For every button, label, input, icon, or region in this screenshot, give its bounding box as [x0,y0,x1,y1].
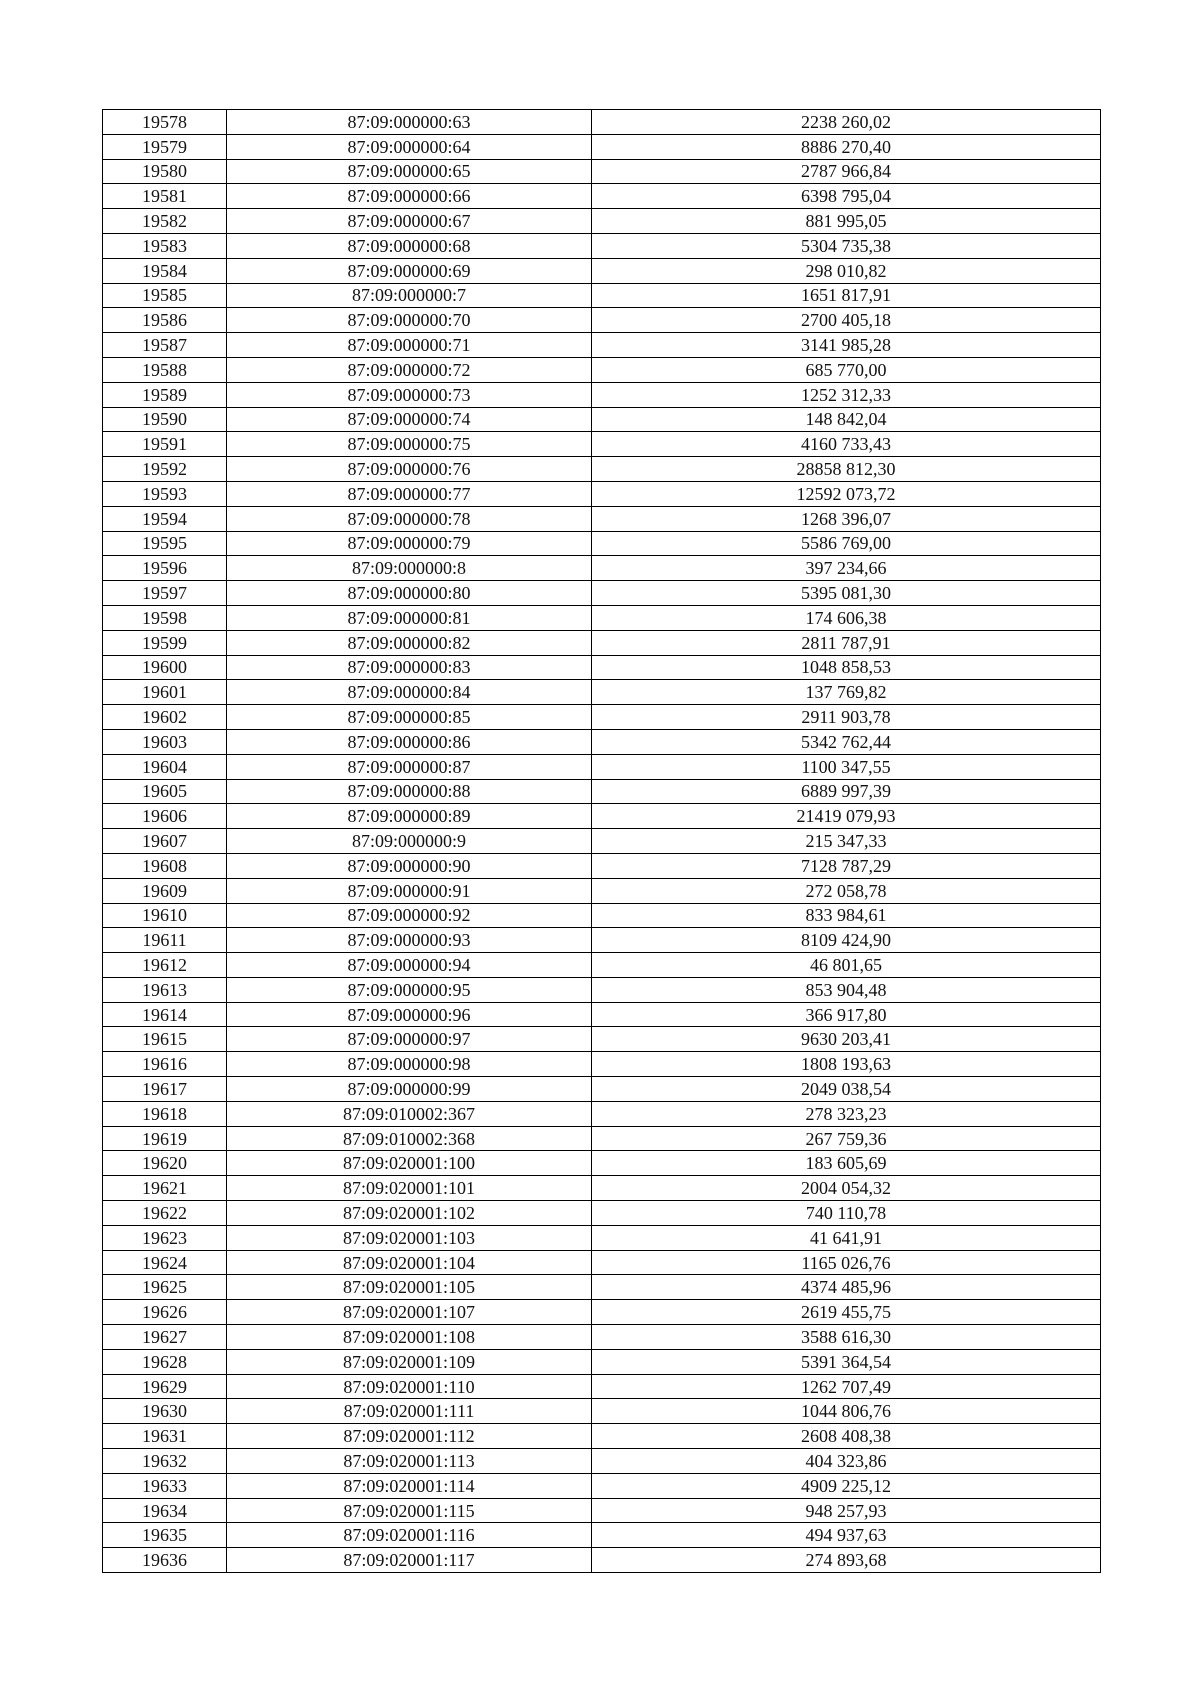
row-number-cell: 19631 [103,1424,227,1449]
value-cell: 2004 054,32 [592,1176,1101,1201]
table-row [103,1126,1101,1151]
value-cell: 12592 073,72 [592,481,1101,506]
table-row [103,1027,1101,1052]
table-row [103,1399,1101,1424]
table-row [103,432,1101,457]
value-cell: 41 641,91 [592,1225,1101,1250]
table-body [103,110,1101,1573]
row-number-cell: 19622 [103,1201,227,1226]
cadastral-number-cell: 87:09:000000:97 [227,1027,592,1052]
value-cell: 6889 997,39 [592,779,1101,804]
value-cell: 148 842,04 [592,407,1101,432]
table-row [103,1225,1101,1250]
cadastral-number-cell: 87:09:000000:94 [227,953,592,978]
table-row [103,1002,1101,1027]
value-cell: 2911 903,78 [592,705,1101,730]
cadastral-number-cell: 87:09:000000:86 [227,729,592,754]
cadastral-number-cell: 87:09:010002:367 [227,1101,592,1126]
value-cell: 1252 312,33 [592,382,1101,407]
row-number-cell: 19591 [103,432,227,457]
cadastral-number-cell: 87:09:000000:69 [227,258,592,283]
row-number-cell: 19594 [103,506,227,531]
row-number-cell: 19596 [103,556,227,581]
cadastral-number-cell: 87:09:000000:71 [227,333,592,358]
cadastral-number-cell: 87:09:000000:74 [227,407,592,432]
table-row [103,1077,1101,1102]
row-number-cell: 19616 [103,1052,227,1077]
value-cell: 740 110,78 [592,1201,1101,1226]
row-number-cell: 19611 [103,928,227,953]
cadastral-number-cell: 87:09:000000:80 [227,581,592,606]
value-cell: 2700 405,18 [592,308,1101,333]
row-number-cell: 19617 [103,1077,227,1102]
cadastral-number-cell: 87:09:000000:81 [227,605,592,630]
row-number-cell: 19619 [103,1126,227,1151]
cadastral-number-cell: 87:09:020001:109 [227,1349,592,1374]
value-cell: 4909 225,12 [592,1473,1101,1498]
value-cell: 298 010,82 [592,258,1101,283]
row-number-cell: 19582 [103,209,227,234]
cadastral-number-cell: 87:09:020001:102 [227,1201,592,1226]
row-number-cell: 19595 [103,531,227,556]
cadastral-number-cell: 87:09:020001:100 [227,1151,592,1176]
row-number-cell: 19603 [103,729,227,754]
row-number-cell: 19605 [103,779,227,804]
row-number-cell: 19625 [103,1275,227,1300]
value-cell: 1262 707,49 [592,1374,1101,1399]
row-number-cell: 19635 [103,1523,227,1548]
cadastral-number-cell: 87:09:010002:368 [227,1126,592,1151]
value-cell: 3588 616,30 [592,1325,1101,1350]
table-row [103,878,1101,903]
value-cell: 183 605,69 [592,1151,1101,1176]
value-cell: 7128 787,29 [592,853,1101,878]
table-row [103,159,1101,184]
cadastral-number-cell: 87:09:000000:87 [227,754,592,779]
table-row [103,506,1101,531]
cadastral-number-cell: 87:09:000000:7 [227,283,592,308]
cadastral-number-cell: 87:09:000000:65 [227,159,592,184]
cadastral-number-cell: 87:09:020001:101 [227,1176,592,1201]
cadastral-number-cell: 87:09:000000:79 [227,531,592,556]
value-cell: 2049 038,54 [592,1077,1101,1102]
row-number-cell: 19634 [103,1498,227,1523]
row-number-cell: 19604 [103,754,227,779]
value-cell: 685 770,00 [592,357,1101,382]
cadastral-number-cell: 87:09:000000:89 [227,804,592,829]
table-row [103,630,1101,655]
cadastral-number-cell: 87:09:000000:78 [227,506,592,531]
cadastral-number-cell: 87:09:020001:105 [227,1275,592,1300]
value-cell: 5304 735,38 [592,233,1101,258]
row-number-cell: 19584 [103,258,227,283]
table-row [103,953,1101,978]
row-number-cell: 19597 [103,581,227,606]
table-row [103,1250,1101,1275]
table-row [103,333,1101,358]
cadastral-number-cell: 87:09:000000:95 [227,977,592,1002]
row-number-cell: 19628 [103,1349,227,1374]
row-number-cell: 19592 [103,457,227,482]
cadastral-number-cell: 87:09:000000:70 [227,308,592,333]
value-cell: 215 347,33 [592,829,1101,854]
cadastral-number-cell: 87:09:000000:76 [227,457,592,482]
cadastral-number-cell: 87:09:000000:83 [227,655,592,680]
value-cell: 853 904,48 [592,977,1101,1002]
table-row [103,1473,1101,1498]
value-cell: 2608 408,38 [592,1424,1101,1449]
value-cell: 2238 260,02 [592,110,1101,135]
cadastral-number-cell: 87:09:020001:103 [227,1225,592,1250]
row-number-cell: 19586 [103,308,227,333]
table-row [103,1548,1101,1573]
value-cell: 267 759,36 [592,1126,1101,1151]
table-row [103,457,1101,482]
value-cell: 9630 203,41 [592,1027,1101,1052]
value-cell: 3141 985,28 [592,333,1101,358]
table-row [103,308,1101,333]
table-row [103,729,1101,754]
row-number-cell: 19612 [103,953,227,978]
cadastral-number-cell: 87:09:020001:115 [227,1498,592,1523]
value-cell: 1268 396,07 [592,506,1101,531]
table-row [103,209,1101,234]
cadastral-number-cell: 87:09:000000:82 [227,630,592,655]
cadastral-number-cell: 87:09:020001:112 [227,1424,592,1449]
row-number-cell: 19579 [103,134,227,159]
cadastral-number-cell: 87:09:020001:110 [227,1374,592,1399]
table-row [103,556,1101,581]
cadastral-number-cell: 87:09:000000:8 [227,556,592,581]
row-number-cell: 19614 [103,1002,227,1027]
value-cell: 5342 762,44 [592,729,1101,754]
table-row [103,705,1101,730]
row-number-cell: 19585 [103,283,227,308]
cadastral-number-cell: 87:09:000000:73 [227,382,592,407]
value-cell: 8109 424,90 [592,928,1101,953]
table-row [103,655,1101,680]
row-number-cell: 19618 [103,1101,227,1126]
table-row [103,1424,1101,1449]
row-number-cell: 19615 [103,1027,227,1052]
value-cell: 2787 966,84 [592,159,1101,184]
cadastral-number-cell: 87:09:000000:99 [227,1077,592,1102]
value-cell: 4160 733,43 [592,432,1101,457]
value-cell: 21419 079,93 [592,804,1101,829]
row-number-cell: 19608 [103,853,227,878]
table-row [103,1523,1101,1548]
cadastral-number-cell: 87:09:020001:104 [227,1250,592,1275]
cadastral-number-cell: 87:09:000000:91 [227,878,592,903]
value-cell: 1044 806,76 [592,1399,1101,1424]
value-cell: 1651 817,91 [592,283,1101,308]
value-cell: 397 234,66 [592,556,1101,581]
cadastral-value-table [102,109,1101,1573]
cadastral-number-cell: 87:09:020001:114 [227,1473,592,1498]
cadastral-number-cell: 87:09:020001:108 [227,1325,592,1350]
row-number-cell: 19598 [103,605,227,630]
cadastral-number-cell: 87:09:020001:117 [227,1548,592,1573]
table-row [103,258,1101,283]
value-cell: 5586 769,00 [592,531,1101,556]
row-number-cell: 19609 [103,878,227,903]
value-cell: 278 323,23 [592,1101,1101,1126]
row-number-cell: 19599 [103,630,227,655]
row-number-cell: 19600 [103,655,227,680]
cadastral-number-cell: 87:09:000000:9 [227,829,592,854]
table-row [103,481,1101,506]
table-row [103,1498,1101,1523]
table-row [103,1349,1101,1374]
row-number-cell: 19621 [103,1176,227,1201]
value-cell: 2811 787,91 [592,630,1101,655]
table-row [103,134,1101,159]
cadastral-number-cell: 87:09:000000:84 [227,680,592,705]
table-row [103,531,1101,556]
row-number-cell: 19613 [103,977,227,1002]
row-number-cell: 19620 [103,1151,227,1176]
row-number-cell: 19593 [103,481,227,506]
table-row [103,754,1101,779]
value-cell: 2619 455,75 [592,1300,1101,1325]
table-row [103,804,1101,829]
value-cell: 8886 270,40 [592,134,1101,159]
cadastral-number-cell: 87:09:000000:68 [227,233,592,258]
table-row [103,1449,1101,1474]
table-row [103,1101,1101,1126]
cadastral-number-cell: 87:09:000000:64 [227,134,592,159]
cadastral-number-cell: 87:09:000000:77 [227,481,592,506]
table-row [103,1325,1101,1350]
row-number-cell: 19587 [103,333,227,358]
cadastral-number-cell: 87:09:000000:88 [227,779,592,804]
row-number-cell: 19624 [103,1250,227,1275]
table-row [103,1176,1101,1201]
table-row [103,680,1101,705]
cadastral-number-cell: 87:09:020001:111 [227,1399,592,1424]
table-row [103,283,1101,308]
value-cell: 1165 026,76 [592,1250,1101,1275]
row-number-cell: 19636 [103,1548,227,1573]
table-row [103,1151,1101,1176]
value-cell: 404 323,86 [592,1449,1101,1474]
table-row [103,779,1101,804]
row-number-cell: 19601 [103,680,227,705]
cadastral-number-cell: 87:09:000000:98 [227,1052,592,1077]
table-row [103,1201,1101,1226]
table-row [103,605,1101,630]
value-cell: 274 893,68 [592,1548,1101,1573]
value-cell: 366 917,80 [592,1002,1101,1027]
value-cell: 1100 347,55 [592,754,1101,779]
row-number-cell: 19626 [103,1300,227,1325]
cadastral-number-cell: 87:09:000000:92 [227,903,592,928]
value-cell: 833 984,61 [592,903,1101,928]
table-row [103,829,1101,854]
row-number-cell: 19588 [103,357,227,382]
table-row [103,233,1101,258]
row-number-cell: 19627 [103,1325,227,1350]
value-cell: 28858 812,30 [592,457,1101,482]
row-number-cell: 19623 [103,1225,227,1250]
table-row [103,184,1101,209]
cadastral-number-cell: 87:09:000000:63 [227,110,592,135]
value-cell: 137 769,82 [592,680,1101,705]
cadastral-number-cell: 87:09:000000:75 [227,432,592,457]
table-row [103,928,1101,953]
row-number-cell: 19633 [103,1473,227,1498]
value-cell: 272 058,78 [592,878,1101,903]
row-number-cell: 19629 [103,1374,227,1399]
cadastral-number-cell: 87:09:020001:107 [227,1300,592,1325]
row-number-cell: 19581 [103,184,227,209]
table-row [103,1275,1101,1300]
cadastral-number-cell: 87:09:000000:67 [227,209,592,234]
table-row [103,1300,1101,1325]
value-cell: 5391 364,54 [592,1349,1101,1374]
table-row [103,110,1101,135]
row-number-cell: 19630 [103,1399,227,1424]
row-number-cell: 19606 [103,804,227,829]
table-row [103,407,1101,432]
row-number-cell: 19610 [103,903,227,928]
table-row [103,382,1101,407]
row-number-cell: 19578 [103,110,227,135]
table-row [103,581,1101,606]
row-number-cell: 19632 [103,1449,227,1474]
table-row [103,1052,1101,1077]
value-cell: 948 257,93 [592,1498,1101,1523]
value-cell: 46 801,65 [592,953,1101,978]
row-number-cell: 19590 [103,407,227,432]
value-cell: 174 606,38 [592,605,1101,630]
cadastral-number-cell: 87:09:000000:72 [227,357,592,382]
value-cell: 1808 193,63 [592,1052,1101,1077]
table-row [103,1374,1101,1399]
value-cell: 1048 858,53 [592,655,1101,680]
value-cell: 4374 485,96 [592,1275,1101,1300]
value-cell: 6398 795,04 [592,184,1101,209]
row-number-cell: 19602 [103,705,227,730]
row-number-cell: 19583 [103,233,227,258]
cadastral-number-cell: 87:09:000000:93 [227,928,592,953]
value-cell: 494 937,63 [592,1523,1101,1548]
row-number-cell: 19580 [103,159,227,184]
table-row [103,903,1101,928]
cadastral-number-cell: 87:09:020001:113 [227,1449,592,1474]
cadastral-number-cell: 87:09:000000:96 [227,1002,592,1027]
value-cell: 881 995,05 [592,209,1101,234]
table-row [103,357,1101,382]
row-number-cell: 19607 [103,829,227,854]
row-number-cell: 19589 [103,382,227,407]
table-row [103,853,1101,878]
table-row [103,977,1101,1002]
cadastral-number-cell: 87:09:020001:116 [227,1523,592,1548]
value-cell: 5395 081,30 [592,581,1101,606]
cadastral-number-cell: 87:09:000000:66 [227,184,592,209]
cadastral-number-cell: 87:09:000000:85 [227,705,592,730]
cadastral-number-cell: 87:09:000000:90 [227,853,592,878]
